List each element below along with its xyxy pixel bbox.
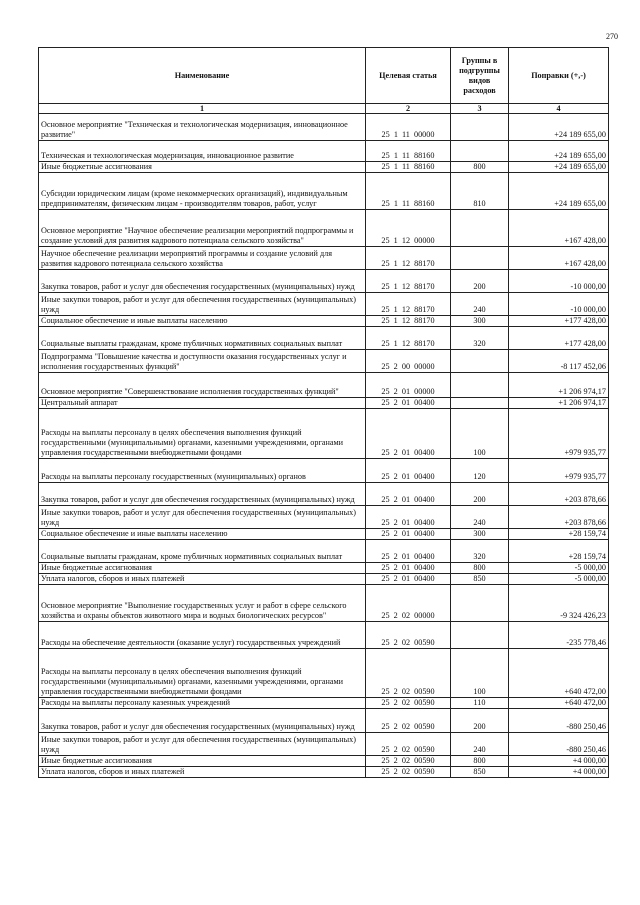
row-code: 25 2 02 00590	[366, 756, 451, 767]
row-name: Социальные выплаты гражданам, кроме публичных нормативных социальных выплат	[39, 327, 366, 350]
row-name: Закупка товаров, работ и услуг для обеспечения государственных (муниципальных) нужд	[39, 483, 366, 506]
table-row	[39, 585, 609, 622]
row-amount: -880 250,46	[509, 709, 609, 733]
row-code: 25 1 12 88170	[366, 293, 451, 316]
table-row	[39, 698, 609, 709]
row-code: 25 1 12 88170	[366, 327, 451, 350]
row-name: Иные закупки товаров, работ и услуг для обеспечения государственных (муниципальных) нужд	[39, 733, 366, 756]
row-amount: +203 878,66	[509, 483, 609, 506]
row-code: 25 2 02 00590	[366, 649, 451, 698]
row-code: 25 2 01 00400	[366, 459, 451, 483]
row-code: 25 1 11 88160	[366, 162, 451, 173]
table-row	[39, 540, 609, 563]
row-amount: -10 000,00	[509, 270, 609, 293]
table-row	[39, 563, 609, 574]
budget-table	[38, 47, 609, 778]
row-name: Закупка товаров, работ и услуг для обеспечения государственных (муниципальных) нужд	[39, 709, 366, 733]
row-name: Техническая и технологическая модернизация, инновационное развитие	[39, 141, 366, 162]
row-group: 300	[451, 529, 509, 540]
row-name: Иные бюджетные ассигнования	[39, 563, 366, 574]
table-row	[39, 210, 609, 247]
row-group: 200	[451, 709, 509, 733]
row-group: 200	[451, 483, 509, 506]
row-group: 120	[451, 459, 509, 483]
row-amount: -5 000,00	[509, 563, 609, 574]
row-name: Иные бюджетные ассигнования	[39, 756, 366, 767]
table-row	[39, 162, 609, 173]
row-amount: +24 189 655,00	[509, 141, 609, 162]
table-row	[39, 350, 609, 373]
row-name: Основное мероприятие "Научное обеспечение реализации мероприятий подпрограммы и создание условий для развития кадрового потенциала сельского хозяйства"	[39, 210, 366, 247]
row-amount: -880 250,46	[509, 733, 609, 756]
row-group: 320	[451, 327, 509, 350]
row-code: 25 2 02 00590	[366, 698, 451, 709]
row-amount: +979 935,77	[509, 459, 609, 483]
table-row	[39, 756, 609, 767]
table-row	[39, 327, 609, 350]
row-name: Научное обеспечение реализации мероприятий программы и создание условий для развития кадрового потенциала сельского хозяйства	[39, 247, 366, 270]
row-code: 25 2 01 00000	[366, 373, 451, 398]
row-group	[451, 141, 509, 162]
row-group: 300	[451, 316, 509, 327]
table-row	[39, 398, 609, 409]
row-code: 25 2 02 00590	[366, 622, 451, 649]
row-amount: +24 189 655,00	[509, 114, 609, 141]
row-name: Социальное обеспечение и иные выплаты населению	[39, 529, 366, 540]
table-row	[39, 483, 609, 506]
row-name: Уплата налогов, сборов и иных платежей	[39, 574, 366, 585]
column-number: 4	[509, 104, 609, 114]
row-group: 800	[451, 563, 509, 574]
row-group: 800	[451, 756, 509, 767]
table-row	[39, 141, 609, 162]
row-group	[451, 373, 509, 398]
row-code: 25 2 01 00400	[366, 563, 451, 574]
row-amount: -5 000,00	[509, 574, 609, 585]
row-code: 25 2 01 00400	[366, 409, 451, 459]
row-name: Иные бюджетные ассигнования	[39, 162, 366, 173]
table-row	[39, 459, 609, 483]
row-group	[451, 398, 509, 409]
row-name: Социальное обеспечение и иные выплаты населению	[39, 316, 366, 327]
row-group: 100	[451, 409, 509, 459]
table-row	[39, 270, 609, 293]
table-row	[39, 709, 609, 733]
row-code: 25 2 00 00000	[366, 350, 451, 373]
table-row	[39, 649, 609, 698]
row-amount: +177 428,00	[509, 327, 609, 350]
table-row	[39, 622, 609, 649]
row-amount: +640 472,00	[509, 649, 609, 698]
table-row	[39, 293, 609, 316]
column-number: 1	[39, 104, 366, 114]
row-code: 25 2 02 00590	[366, 767, 451, 778]
row-code: 25 2 01 00400	[366, 574, 451, 585]
row-group: 110	[451, 698, 509, 709]
row-code: 25 2 02 00590	[366, 709, 451, 733]
row-code: 25 1 12 88170	[366, 247, 451, 270]
row-amount: +24 189 655,00	[509, 162, 609, 173]
row-group	[451, 622, 509, 649]
row-name: Субсидии юридическим лицам (кроме некоммерческих организаций), индивидуальным предпринимателям, физическим лицам - производителям товаров, работ, услуг	[39, 173, 366, 210]
table-row	[39, 114, 609, 141]
row-amount: -9 324 426,23	[509, 585, 609, 622]
table-row	[39, 409, 609, 459]
row-amount: +979 935,77	[509, 409, 609, 459]
row-group	[451, 210, 509, 247]
row-amount: -235 778,46	[509, 622, 609, 649]
column-number: 3	[451, 104, 509, 114]
row-group: 240	[451, 293, 509, 316]
row-name: Закупка товаров, работ и услуг для обеспечения государственных (муниципальных) нужд	[39, 270, 366, 293]
row-name: Уплата налогов, сборов и иных платежей	[39, 767, 366, 778]
row-amount: +4 000,00	[509, 767, 609, 778]
column-number: 2	[366, 104, 451, 114]
row-name: Расходы на выплаты персоналу государственных (муниципальных) органов	[39, 459, 366, 483]
row-code: 25 1 12 88170	[366, 270, 451, 293]
row-name: Социальные выплаты гражданам, кроме публичных нормативных социальных выплат	[39, 540, 366, 563]
row-amount: +1 206 974,17	[509, 373, 609, 398]
row-group: 850	[451, 767, 509, 778]
row-name: Расходы на выплаты персоналу в целях обеспечения выполнения функций государственными (муниципальными) органами, казенными учреждениями, органами управления государственными внебюджетными фондами	[39, 409, 366, 459]
row-code: 25 1 11 88160	[366, 141, 451, 162]
row-code: 25 2 01 00400	[366, 398, 451, 409]
row-group	[451, 114, 509, 141]
row-name: Расходы на выплаты персоналу в целях обеспечения выполнения функций государственными (муниципальными) органами, казенными учреждениями, органами управления государственными внебюджетными фондами	[39, 649, 366, 698]
row-group: 320	[451, 540, 509, 563]
row-amount: +4 000,00	[509, 756, 609, 767]
row-group: 200	[451, 270, 509, 293]
row-amount: +1 206 974,17	[509, 398, 609, 409]
row-name: Основное мероприятие "Техническая и технологическая модернизация, инновационное развитие"	[39, 114, 366, 141]
table-row	[39, 767, 609, 778]
row-amount: +28 159,74	[509, 540, 609, 563]
header-name: Наименование	[39, 48, 366, 104]
table-row	[39, 316, 609, 327]
row-group: 100	[451, 649, 509, 698]
row-code: 25 1 11 88160	[366, 173, 451, 210]
row-code: 25 2 01 00400	[366, 529, 451, 540]
row-amount: +24 189 655,00	[509, 173, 609, 210]
row-group: 240	[451, 506, 509, 529]
row-group: 800	[451, 162, 509, 173]
row-amount: +177 428,00	[509, 316, 609, 327]
row-code: 25 2 02 00000	[366, 585, 451, 622]
row-name: Расходы на обеспечение деятельности (оказание услуг) государственных учреждений	[39, 622, 366, 649]
row-code: 25 1 12 88170	[366, 316, 451, 327]
row-name: Основное мероприятие "Совершенствование исполнения государственных функций"	[39, 373, 366, 398]
row-name: Иные закупки товаров, работ и услуг для обеспечения государственных (муниципальных) нужд	[39, 506, 366, 529]
row-amount: -8 117 452,06	[509, 350, 609, 373]
row-amount: +167 428,00	[509, 247, 609, 270]
row-code: 25 2 01 00400	[366, 483, 451, 506]
row-amount: +28 159,74	[509, 529, 609, 540]
row-amount: +203 878,66	[509, 506, 609, 529]
row-name: Подпрограмма "Повышение качества и доступности оказания государственных услуг и исполнения государственных функций"	[39, 350, 366, 373]
table-row	[39, 529, 609, 540]
row-code: 25 1 11 00000	[366, 114, 451, 141]
table-row	[39, 373, 609, 398]
row-name: Расходы на выплаты персоналу казенных учреждений	[39, 698, 366, 709]
row-amount: +640 472,00	[509, 698, 609, 709]
header-amount: Поправки (+,-)	[509, 48, 609, 104]
table-header-row	[39, 48, 609, 104]
page-number: 270	[606, 32, 618, 41]
row-code: 25 2 02 00590	[366, 733, 451, 756]
row-group	[451, 247, 509, 270]
row-amount: -10 000,00	[509, 293, 609, 316]
header-code: Целевая статья	[366, 48, 451, 104]
row-code: 25 2 01 00400	[366, 540, 451, 563]
row-group: 850	[451, 574, 509, 585]
table-row	[39, 574, 609, 585]
row-name: Иные закупки товаров, работ и услуг для обеспечения государственных (муниципальных) нужд	[39, 293, 366, 316]
row-group: 240	[451, 733, 509, 756]
row-code: 25 2 01 00400	[366, 506, 451, 529]
table-row	[39, 733, 609, 756]
table-row	[39, 247, 609, 270]
row-group	[451, 350, 509, 373]
table-row	[39, 173, 609, 210]
table-row	[39, 506, 609, 529]
row-code: 25 1 12 00000	[366, 210, 451, 247]
row-amount: +167 428,00	[509, 210, 609, 247]
row-name: Основное мероприятие "Выполнение государственных услуг и работ в сфере сельского хозяйства и охраны объектов животного мира и водных биологических ресурсов"	[39, 585, 366, 622]
row-name: Центральный аппарат	[39, 398, 366, 409]
column-number-row	[39, 104, 609, 114]
row-group	[451, 585, 509, 622]
row-group: 810	[451, 173, 509, 210]
header-group: Группы в подгруппы видов расходов	[451, 48, 509, 104]
